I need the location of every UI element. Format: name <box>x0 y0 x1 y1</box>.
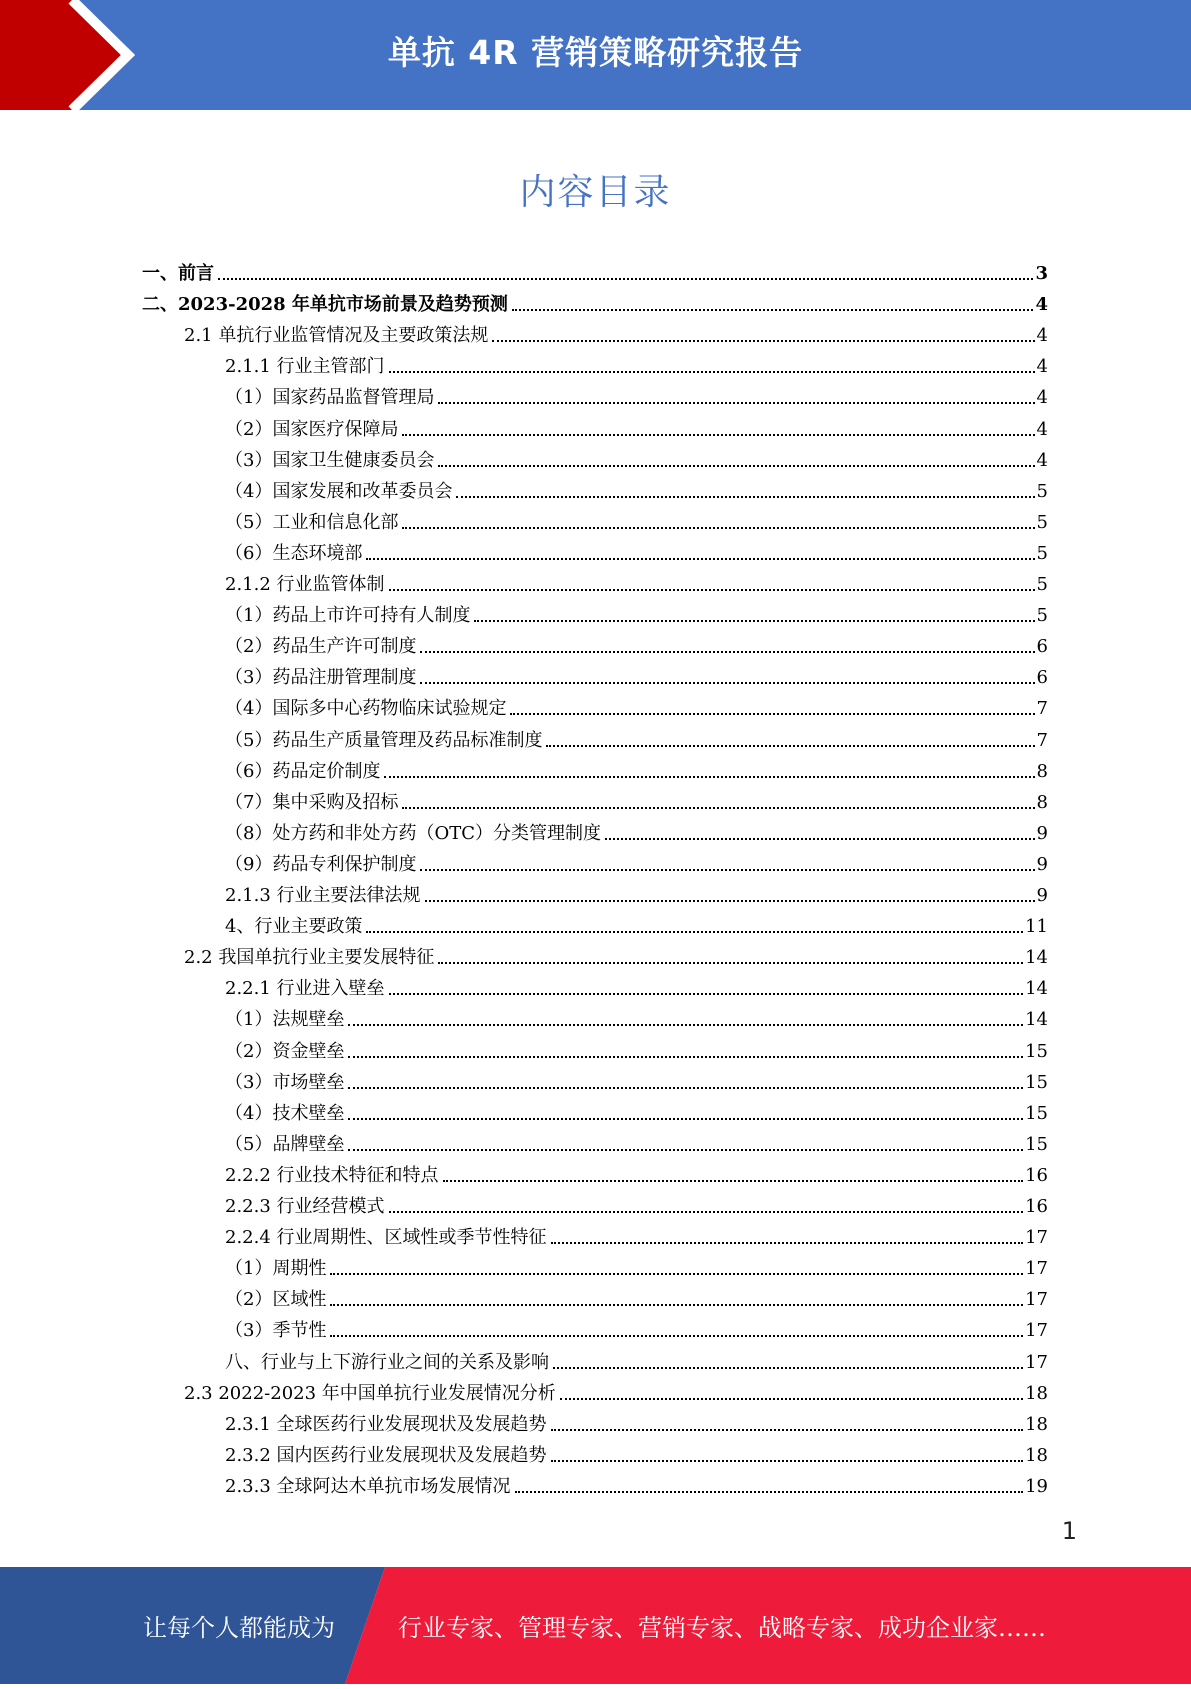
toc-leader-dots <box>492 339 1034 342</box>
toc-entry-title: （5）品牌壁垒 <box>225 1133 345 1155</box>
toc-entry[interactable] <box>225 1343 1048 1374</box>
toc-entry-title: （3）市场壁垒 <box>225 1071 345 1093</box>
toc-entry-page: 18 <box>1025 1382 1048 1404</box>
toc-leader-dots <box>420 681 1034 684</box>
toc-entry-title: （6）药品定价制度 <box>225 760 381 782</box>
toc-leader-dots <box>553 1366 1023 1369</box>
toc-entry-page: 15 <box>1025 1040 1048 1062</box>
toc-entry-title: 2.3.1 全球医药行业发展现状及发展趋势 <box>225 1413 547 1435</box>
toc-entry-page: 18 <box>1025 1413 1048 1435</box>
toc-entry-page: 6 <box>1036 636 1048 658</box>
toc-entry-page: 16 <box>1025 1196 1048 1217</box>
toc-entry[interactable] <box>225 410 1048 441</box>
toc-entry-title: （2）药品生产许可制度 <box>225 636 417 658</box>
toc-entry[interactable] <box>225 752 1048 783</box>
toc-entry[interactable] <box>225 969 1048 1000</box>
toc-entry-title: （2）国家医疗保障局 <box>225 418 399 440</box>
toc-entry[interactable] <box>225 658 1048 689</box>
toc-leader-dots <box>512 308 1034 311</box>
toc-leader-dots <box>474 619 1034 622</box>
toc-leader-dots <box>420 868 1034 871</box>
toc-leader-dots <box>389 1210 1024 1213</box>
toc-entry-page: 7 <box>1036 698 1048 720</box>
toc-entry-title: （8）处方药和非处方药（OTC）分类管理制度 <box>225 822 601 844</box>
toc-leader-dots <box>389 992 1024 995</box>
toc-entry[interactable] <box>225 1000 1048 1031</box>
toc-leader-dots <box>348 1023 1023 1026</box>
toc-entry-page: 9 <box>1036 822 1048 844</box>
toc-leader-dots <box>389 588 1035 591</box>
toc-entry-title: （5）药品生产质量管理及药品标准制度 <box>225 729 543 751</box>
toc-entry[interactable] <box>225 876 1048 907</box>
toc-leader-dots <box>402 526 1034 529</box>
toc-entry-page: 17 <box>1025 1351 1048 1373</box>
toc-entry-page: 5 <box>1036 542 1048 564</box>
toc-leader-dots <box>443 1179 1024 1182</box>
toc-entry-page: 8 <box>1036 760 1048 782</box>
toc-leader-dots <box>366 557 1034 560</box>
toc-entry[interactable] <box>225 721 1048 752</box>
toc-entry-page: 4 <box>1036 449 1048 471</box>
toc-entry[interactable] <box>225 347 1048 378</box>
toc-entry-title: 2.2.3 行业经营模式 <box>225 1196 385 1217</box>
toc-entry[interactable] <box>225 1187 1048 1218</box>
toc-entry-title: （3）国家卫生健康委员会 <box>225 449 435 471</box>
toc-entry-page: 14 <box>1025 978 1048 1000</box>
toc-entry-page: 5 <box>1036 511 1048 533</box>
toc-leader-dots <box>366 930 1023 933</box>
toc-entry[interactable] <box>225 845 1048 876</box>
toc-entry-title: （4）国际多中心药物临床试验规定 <box>225 698 507 720</box>
toc-leader-dots <box>348 1086 1023 1089</box>
toc-entry-title: 2.3.2 国内医药行业发展现状及发展趋势 <box>225 1444 547 1466</box>
toc-entry[interactable] <box>225 627 1048 658</box>
toc-entry-page: 7 <box>1036 729 1048 751</box>
toc-leader-dots <box>425 899 1035 902</box>
toc-entry[interactable] <box>225 1467 1048 1498</box>
toc-leader-dots <box>510 712 1034 715</box>
toc-entry[interactable] <box>225 1280 1048 1311</box>
toc-entry-page: 9 <box>1036 885 1048 906</box>
toc-entry[interactable] <box>225 503 1048 534</box>
toc-entry-page: 18 <box>1025 1444 1048 1466</box>
toc-leader-dots <box>389 370 1035 373</box>
toc-entry[interactable] <box>225 1063 1048 1094</box>
toc-leader-dots <box>546 744 1034 747</box>
toc-entry[interactable] <box>225 534 1048 565</box>
toc-entry[interactable] <box>225 689 1048 720</box>
toc-leader-dots <box>330 1272 1023 1275</box>
toc-entry[interactable] <box>225 1218 1048 1249</box>
toc-entry-page: 4 <box>1036 325 1048 347</box>
toc-entry-title: （6）生态环境部 <box>225 542 363 564</box>
toc-entry[interactable] <box>225 1405 1048 1436</box>
toc-leader-dots <box>438 401 1034 404</box>
toc-entry-page: 4 <box>1036 356 1048 378</box>
toc-leader-dots <box>605 837 1035 840</box>
toc-entry[interactable] <box>225 1436 1048 1467</box>
toc-entry[interactable] <box>142 254 1048 285</box>
toc-entry[interactable] <box>225 1156 1048 1187</box>
toc-leader-dots <box>330 1303 1023 1306</box>
toc-entry-page: 19 <box>1025 1475 1048 1497</box>
toc-entry[interactable] <box>225 472 1048 503</box>
toc-entry-title: （2）资金壁垒 <box>225 1040 345 1062</box>
toc-leader-dots <box>218 277 1033 280</box>
toc-entry-page: 3 <box>1035 263 1048 284</box>
toc-entry-title: 2.1 单抗行业监管情况及主要政策法规 <box>184 325 489 347</box>
toc-entry-page: 9 <box>1036 853 1048 875</box>
page-number: 1 <box>1061 1517 1077 1545</box>
toc-entry-title: （1）法规壁垒 <box>225 1009 345 1031</box>
toc-entry[interactable] <box>225 1032 1048 1063</box>
toc-entry[interactable] <box>225 441 1048 472</box>
toc-entry[interactable] <box>225 596 1048 627</box>
toc-entry-title: 2.1.2 行业监管体制 <box>225 574 385 595</box>
toc-entry-page: 5 <box>1036 574 1048 595</box>
toc-entry-title: 2.1.3 行业主要法律法规 <box>225 885 421 906</box>
toc-leader-dots <box>438 961 1023 964</box>
toc-entry-title: （3）药品注册管理制度 <box>225 667 417 689</box>
toc-entry-title: 八、行业与上下游行业之间的关系及影响 <box>225 1351 549 1373</box>
toc-entry-title: 二、2023-2028 年单抗市场前景及趋势预测 <box>142 294 508 316</box>
toc-leader-dots <box>551 1241 1024 1244</box>
toc-entry-title: 一、前言 <box>142 263 214 284</box>
toc-entry-title: （1）周期性 <box>225 1258 327 1280</box>
toc-entry-title: （7）集中采购及招标 <box>225 791 399 813</box>
toc-entry-page: 6 <box>1036 667 1048 689</box>
toc-leader-dots <box>515 1490 1024 1493</box>
toc-entry-title: （2）区域性 <box>225 1289 327 1311</box>
footer-slogan-left: 让每个人都能成为 <box>143 1614 335 1642</box>
toc-entry[interactable] <box>184 938 1048 969</box>
toc-entry[interactable] <box>225 814 1048 845</box>
toc-leader-dots <box>402 806 1034 809</box>
toc-entry[interactable] <box>184 1374 1048 1405</box>
toc-entry-title: 4、行业主要政策 <box>225 916 363 938</box>
toc-entry-title: 2.1.1 行业主管部门 <box>225 356 385 378</box>
toc-entry-page: 16 <box>1025 1164 1048 1186</box>
toc-leader-dots <box>348 1055 1023 1058</box>
toc-entry-page: 8 <box>1036 791 1048 813</box>
toc-entry-title: （4）国家发展和改革委员会 <box>225 480 453 502</box>
toc-leader-dots <box>456 495 1034 498</box>
toc-entry-page: 17 <box>1025 1320 1048 1342</box>
toc-entry-title: （1）国家药品监督管理局 <box>225 387 435 409</box>
toc-entry-page: 14 <box>1025 1009 1048 1031</box>
toc-entry-page: 4 <box>1036 418 1048 440</box>
toc-entry[interactable] <box>225 1094 1048 1125</box>
toc-entry-title: 2.2.2 行业技术特征和特点 <box>225 1164 439 1186</box>
toc-leader-dots <box>348 1117 1023 1120</box>
toc-entry-page: 15 <box>1025 1102 1048 1124</box>
toc-entry[interactable] <box>225 783 1048 814</box>
toc-entry-page: 14 <box>1025 947 1048 969</box>
toc-entry-title: （3）季节性 <box>225 1320 327 1342</box>
toc-entry-title: （9）药品专利保护制度 <box>225 853 417 875</box>
toc-entry-title: （5）工业和信息化部 <box>225 511 399 533</box>
toc-entry-page: 17 <box>1025 1289 1048 1311</box>
toc-entry-page: 15 <box>1025 1071 1048 1093</box>
toc-leader-dots <box>348 1148 1023 1151</box>
toc-entry-title: 2.2.4 行业周期性、区域性或季节性特征 <box>225 1227 547 1249</box>
toc-entry-title: （4）技术壁垒 <box>225 1102 345 1124</box>
toc-entry-page: 5 <box>1036 480 1048 502</box>
report-title: 单抗 4R 营销策略研究报告 <box>387 33 804 72</box>
toc-leader-dots <box>330 1334 1023 1337</box>
page-footer <box>0 1567 1191 1684</box>
toc-entry[interactable] <box>225 1311 1048 1342</box>
toc-entry-title: 2.2 我国单抗行业主要发展特征 <box>184 947 435 969</box>
toc-entry-title: （1）药品上市许可持有人制度 <box>225 605 471 627</box>
footer-slogan-right: 行业专家、管理专家、营销专家、战略专家、成功企业家…… <box>398 1614 1046 1642</box>
toc-entry[interactable] <box>225 378 1048 409</box>
toc-entry-page: 4 <box>1036 387 1048 409</box>
toc-leader-dots <box>551 1459 1024 1462</box>
toc-leader-dots <box>384 775 1034 778</box>
toc-entry-title: 2.2.1 行业进入壁垒 <box>225 978 385 1000</box>
toc-entry-page: 17 <box>1025 1227 1048 1249</box>
toc-leader-dots <box>560 1397 1023 1400</box>
toc-entry-page: 17 <box>1025 1258 1048 1280</box>
toc-leader-dots <box>551 1428 1024 1431</box>
toc-entry-page: 4 <box>1035 294 1048 316</box>
report-header <box>0 0 1191 110</box>
toc-entry[interactable] <box>225 907 1048 938</box>
toc-leader-dots <box>402 433 1034 436</box>
toc-heading: 内容目录 <box>519 172 672 213</box>
toc-entry-page: 5 <box>1036 605 1048 627</box>
toc-entry[interactable] <box>142 285 1048 316</box>
toc-entry[interactable] <box>225 1125 1048 1156</box>
toc-entry[interactable] <box>225 1249 1048 1280</box>
toc-entry-title: 2.3 2022-2023 年中国单抗行业发展情况分析 <box>184 1382 556 1404</box>
toc-entry-page: 11 <box>1025 916 1048 938</box>
toc-entry-title: 2.3.3 全球阿达木单抗市场发展情况 <box>225 1475 511 1497</box>
toc-entry[interactable] <box>225 565 1048 596</box>
toc-leader-dots <box>438 464 1034 467</box>
toc-entry-page: 15 <box>1025 1133 1048 1155</box>
toc-leader-dots <box>420 650 1034 653</box>
toc-entry[interactable] <box>184 316 1048 347</box>
